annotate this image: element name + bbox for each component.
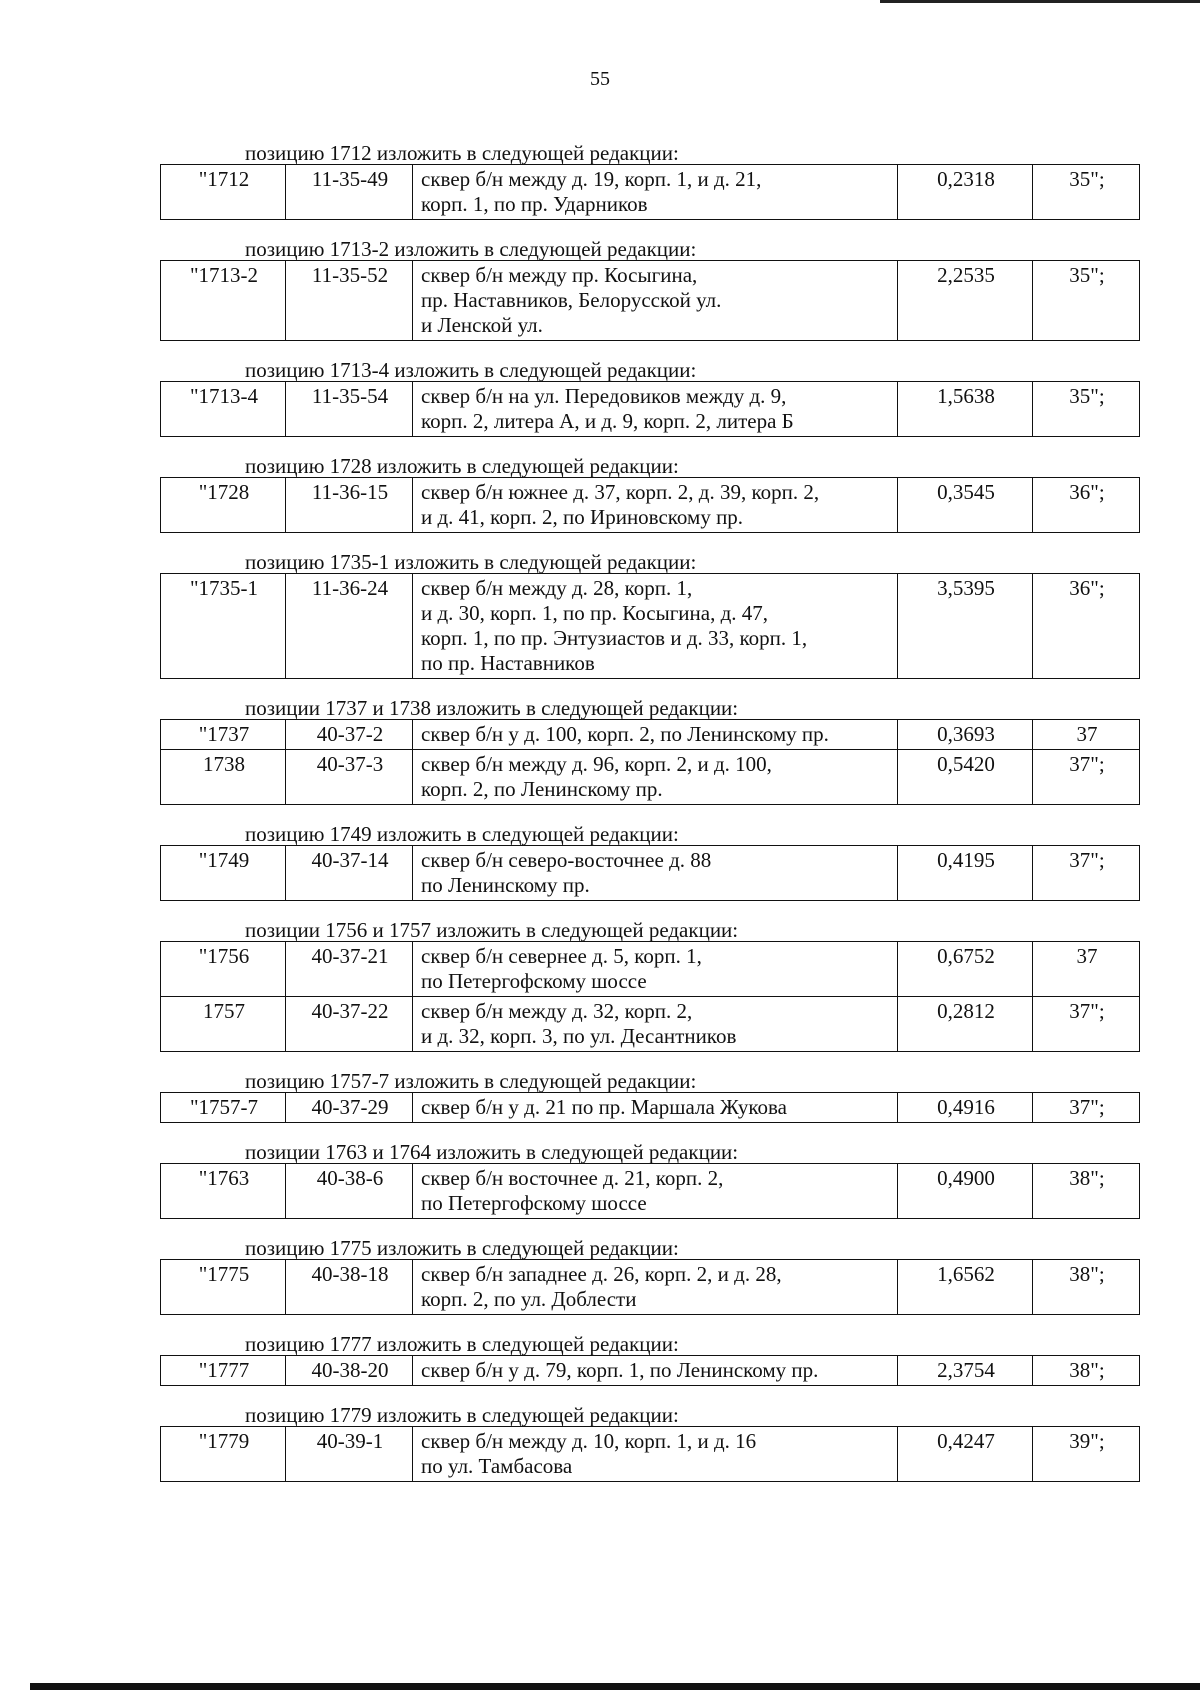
description-line: сквер б/н у д. 21 по пр. Маршала Жукова xyxy=(421,1095,787,1119)
description-line: корп. 2, литера А, и д. 9, корп. 2, литера Б xyxy=(421,409,794,433)
zone-cell: 36"; xyxy=(1033,478,1140,533)
description-cell xyxy=(413,1093,898,1123)
position-number-cell: 1757 xyxy=(161,997,286,1052)
position-table xyxy=(160,1426,1140,1482)
area-cell: 0,3545 xyxy=(898,478,1033,533)
description-cell xyxy=(413,846,898,901)
description-line: сквер б/н между д. 28, корп. 1, xyxy=(421,576,693,600)
zone-cell: 37 xyxy=(1033,720,1140,750)
description-line: и д. 30, корп. 1, по пр. Косыгина, д. 47, xyxy=(421,601,769,625)
description-line: сквер б/н между д. 32, корп. 2, xyxy=(421,999,693,1023)
description-line: корп. 2, по ул. Доблести xyxy=(421,1287,637,1311)
area-cell: 3,5395 xyxy=(898,574,1033,679)
zone-cell: 37"; xyxy=(1033,750,1140,805)
description-line: и Ленской ул. xyxy=(421,313,543,337)
amendment-intro: позиции 1737 и 1738 изложить в следующей редакции: xyxy=(245,696,739,720)
description-cell xyxy=(413,165,898,220)
block-code-cell: 11-35-54 xyxy=(286,382,413,437)
description-line: сквер б/н между д. 19, корп. 1, и д. 21, xyxy=(421,167,762,191)
block-code-cell: 11-35-49 xyxy=(286,165,413,220)
block-code-cell: 40-37-3 xyxy=(286,750,413,805)
description-line: по ул. Тамбасова xyxy=(421,1454,573,1478)
zone-cell: 37"; xyxy=(1033,997,1140,1052)
amendment-intro: позицию 1775 изложить в следующей редакции: xyxy=(245,1236,679,1260)
amendment-section xyxy=(160,142,1140,220)
position-table xyxy=(160,381,1140,437)
position-table xyxy=(160,477,1140,533)
position-number-cell: "1712 xyxy=(161,165,286,220)
amendment-intro: позиции 1763 и 1764 изложить в следующей редакции: xyxy=(245,1140,739,1164)
amendment-intro: позицию 1713-4 изложить в следующей редакции: xyxy=(245,358,697,382)
amendment-section xyxy=(160,238,1140,341)
description-line: сквер б/н между д. 10, корп. 1, и д. 16 xyxy=(421,1429,757,1453)
description-line: корп. 1, по пр. Энтузиастов и д. 33, корп. 1, xyxy=(421,626,808,650)
table-row xyxy=(161,846,1140,901)
position-number-cell: "1777 xyxy=(161,1356,286,1386)
table-row xyxy=(161,261,1140,341)
description-line: сквер б/н между д. 96, корп. 2, и д. 100, xyxy=(421,752,772,776)
table-row xyxy=(161,165,1140,220)
area-cell: 0,2812 xyxy=(898,997,1033,1052)
description-line: корп. 2, по Ленинскому пр. xyxy=(421,777,663,801)
table-row xyxy=(161,1093,1140,1123)
block-code-cell: 40-38-20 xyxy=(286,1356,413,1386)
description-line: по Петергофскому шоссе xyxy=(421,1191,647,1215)
amendment-intro: позицию 1779 изложить в следующей редакции: xyxy=(245,1403,679,1427)
description-line: и д. 32, корп. 3, по ул. Десантников xyxy=(421,1024,737,1048)
position-number-cell: "1775 xyxy=(161,1260,286,1315)
description-line: сквер б/н на ул. Передовиков между д. 9, xyxy=(421,384,787,408)
amendment-section xyxy=(160,919,1140,1052)
position-table xyxy=(160,941,1140,1052)
amendment-section xyxy=(160,823,1140,901)
position-number-cell: "1713-4 xyxy=(161,382,286,437)
amendment-intro: позицию 1712 изложить в следующей редакции: xyxy=(245,141,679,165)
position-table xyxy=(160,1355,1140,1386)
table-row xyxy=(161,1260,1140,1315)
zone-cell: 37 xyxy=(1033,942,1140,997)
position-number-cell: "1779 xyxy=(161,1427,286,1482)
table-row xyxy=(161,478,1140,533)
zone-cell: 39"; xyxy=(1033,1427,1140,1482)
area-cell: 0,4195 xyxy=(898,846,1033,901)
amendment-section xyxy=(160,551,1140,679)
amendment-section xyxy=(160,1404,1140,1482)
block-code-cell: 40-38-18 xyxy=(286,1260,413,1315)
area-cell: 0,4916 xyxy=(898,1093,1033,1123)
block-code-cell: 11-35-52 xyxy=(286,261,413,341)
block-code-cell: 40-39-1 xyxy=(286,1427,413,1482)
description-cell xyxy=(413,942,898,997)
block-code-cell: 40-37-21 xyxy=(286,942,413,997)
table-row xyxy=(161,382,1140,437)
zone-cell: 38"; xyxy=(1033,1356,1140,1386)
amendment-section xyxy=(160,1141,1140,1219)
table-row xyxy=(161,1356,1140,1386)
description-line: пр. Наставников, Белорусской ул. xyxy=(421,288,722,312)
table-row xyxy=(161,997,1140,1052)
position-table xyxy=(160,1163,1140,1219)
block-code-cell: 40-37-22 xyxy=(286,997,413,1052)
position-table xyxy=(160,260,1140,341)
table-row xyxy=(161,574,1140,679)
position-number-cell: "1713-2 xyxy=(161,261,286,341)
description-line: сквер б/н южнее д. 37, корп. 2, д. 39, корп. 2, xyxy=(421,480,820,504)
document-body xyxy=(160,142,1140,1500)
area-cell: 2,2535 xyxy=(898,261,1033,341)
amendment-intro: позиции 1756 и 1757 изложить в следующей редакции: xyxy=(245,918,739,942)
block-code-cell: 11-36-24 xyxy=(286,574,413,679)
amendment-section xyxy=(160,455,1140,533)
table-row xyxy=(161,1164,1140,1219)
description-cell xyxy=(413,261,898,341)
description-line: сквер б/н между пр. Косыгина, xyxy=(421,263,698,287)
area-cell: 1,6562 xyxy=(898,1260,1033,1315)
zone-cell: 36"; xyxy=(1033,574,1140,679)
description-cell xyxy=(413,1164,898,1219)
position-number-cell: "1728 xyxy=(161,478,286,533)
area-cell: 0,3693 xyxy=(898,720,1033,750)
position-number-cell: 1738 xyxy=(161,750,286,805)
position-table xyxy=(160,164,1140,220)
amendment-section xyxy=(160,697,1140,805)
zone-cell: 37"; xyxy=(1033,1093,1140,1123)
table-row xyxy=(161,720,1140,750)
description-cell xyxy=(413,750,898,805)
block-code-cell: 40-37-14 xyxy=(286,846,413,901)
description-cell xyxy=(413,1260,898,1315)
area-cell: 0,4247 xyxy=(898,1427,1033,1482)
zone-cell: 35"; xyxy=(1033,382,1140,437)
description-cell xyxy=(413,1427,898,1482)
position-number-cell: "1737 xyxy=(161,720,286,750)
amendment-intro: позицию 1757-7 изложить в следующей редакции: xyxy=(245,1069,697,1093)
description-cell xyxy=(413,997,898,1052)
amendment-section xyxy=(160,1070,1140,1123)
amendment-section xyxy=(160,359,1140,437)
description-line: сквер б/н севернее д. 5, корп. 1, xyxy=(421,944,702,968)
block-code-cell: 40-37-2 xyxy=(286,720,413,750)
amendment-intro: позицию 1735-1 изложить в следующей редакции: xyxy=(245,550,697,574)
block-code-cell: 40-37-29 xyxy=(286,1093,413,1123)
zone-cell: 38"; xyxy=(1033,1260,1140,1315)
position-number-cell: "1735-1 xyxy=(161,574,286,679)
description-cell xyxy=(413,382,898,437)
area-cell: 0,6752 xyxy=(898,942,1033,997)
zone-cell: 38"; xyxy=(1033,1164,1140,1219)
zone-cell: 35"; xyxy=(1033,261,1140,341)
zone-cell: 35"; xyxy=(1033,165,1140,220)
area-cell: 2,3754 xyxy=(898,1356,1033,1386)
table-row xyxy=(161,1427,1140,1482)
amendment-intro: позицию 1728 изложить в следующей редакции: xyxy=(245,454,679,478)
area-cell: 0,2318 xyxy=(898,165,1033,220)
description-line: сквер б/н восточнее д. 21, корп. 2, xyxy=(421,1166,724,1190)
amendment-intro: позицию 1777 изложить в следующей редакции: xyxy=(245,1332,679,1356)
position-table xyxy=(160,1092,1140,1123)
position-table xyxy=(160,719,1140,805)
description-line: по пр. Наставников xyxy=(421,651,595,675)
page-number: 55 xyxy=(590,68,610,90)
zone-cell: 37"; xyxy=(1033,846,1140,901)
description-line: сквер б/н северо-восточнее д. 88 xyxy=(421,848,712,872)
position-table xyxy=(160,1259,1140,1315)
description-line: сквер б/н у д. 79, корп. 1, по Ленинскому пр. xyxy=(421,1358,819,1382)
scan-edge-bottom xyxy=(30,1683,1200,1690)
description-line: по Ленинскому пр. xyxy=(421,873,590,897)
position-number-cell: "1763 xyxy=(161,1164,286,1219)
description-line: сквер б/н у д. 100, корп. 2, по Ленинскому пр. xyxy=(421,722,829,746)
description-cell xyxy=(413,574,898,679)
position-number-cell: "1749 xyxy=(161,846,286,901)
description-line: по Петергофскому шоссе xyxy=(421,969,647,993)
description-cell xyxy=(413,1356,898,1386)
description-cell xyxy=(413,720,898,750)
scan-edge-top xyxy=(880,0,1200,3)
area-cell: 1,5638 xyxy=(898,382,1033,437)
table-row xyxy=(161,750,1140,805)
position-table xyxy=(160,845,1140,901)
position-number-cell: "1756 xyxy=(161,942,286,997)
amendment-section xyxy=(160,1237,1140,1315)
description-line: корп. 1, по пр. Ударников xyxy=(421,192,648,216)
amendment-section xyxy=(160,1333,1140,1386)
amendment-intro: позицию 1713-2 изложить в следующей редакции: xyxy=(245,237,697,261)
position-table xyxy=(160,573,1140,679)
area-cell: 0,5420 xyxy=(898,750,1033,805)
table-row xyxy=(161,942,1140,997)
position-number-cell: "1757-7 xyxy=(161,1093,286,1123)
description-line: и д. 41, корп. 2, по Ириновскому пр. xyxy=(421,505,744,529)
description-line: сквер б/н западнее д. 26, корп. 2, и д. 28, xyxy=(421,1262,782,1286)
amendment-intro: позицию 1749 изложить в следующей редакции: xyxy=(245,822,679,846)
block-code-cell: 40-38-6 xyxy=(286,1164,413,1219)
description-cell xyxy=(413,478,898,533)
block-code-cell: 11-36-15 xyxy=(286,478,413,533)
area-cell: 0,4900 xyxy=(898,1164,1033,1219)
